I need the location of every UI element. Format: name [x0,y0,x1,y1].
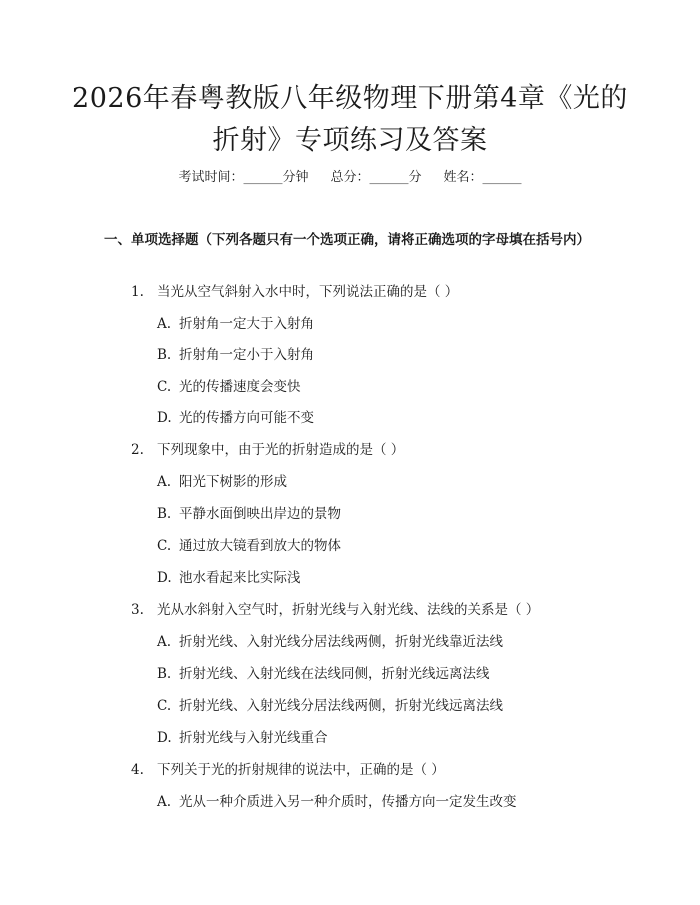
question-number: 2. [131,442,144,458]
document-title: 2026年春粤教版八年级物理下册第4章《光的折射》专项练习及答案 [72,83,628,156]
option-letter: A. [157,634,172,650]
option-letter: C. [157,538,172,554]
question-2-option-b [157,504,341,524]
question-text: 下列现象中，由于光的折射造成的是（ ） [157,442,405,458]
question-text: 当光从空气斜射入水中时，下列说法正确的是（ ） [157,284,459,300]
option-text: 阳光下树影的形成 [179,474,287,490]
option-letter: D. [157,730,172,746]
option-letter: B. [157,506,172,522]
total-score-label: 总分：______分 [330,170,422,185]
option-letter: C. [157,379,172,395]
option-letter: B. [157,666,172,682]
option-letter: D. [157,410,172,426]
option-text: 光从一种介质进入另一种介质时，传播方向一定发生改变 [179,794,517,810]
question-1-option-a [157,314,314,334]
option-text: 折射角一定大于入射角 [179,316,314,332]
exam-time-label: 考试时间：______分钟 [178,170,309,185]
student-name-label: 姓名：______ [443,170,522,185]
option-letter: A. [157,794,172,810]
question-2-option-c [157,536,341,556]
question-3-option-d [157,728,328,748]
question-3-option-a [157,632,503,652]
question-1-option-d [157,408,314,428]
question-3-option-b [157,664,490,684]
question-1-option-c [157,377,301,397]
option-letter: B. [157,347,172,363]
option-text: 折射光线与入射光线重合 [179,730,328,746]
question-3-option-c [157,696,503,716]
question-text: 下列关于光的折射规律的说法中，正确的是（ ） [157,762,445,778]
option-text: 通过放大镜看到放大的物体 [179,538,341,554]
question-number: 3. [131,602,144,618]
question-1 [131,282,458,302]
question-2 [131,440,404,460]
question-3 [131,600,539,620]
option-text: 池水看起来比实际浅 [179,570,301,586]
question-text: 光从水斜射入空气时，折射光线与入射光线、法线的关系是（ ） [157,602,540,618]
option-text: 折射光线、入射光线分居法线两侧，折射光线靠近法线 [179,634,503,650]
option-text: 折射光线、入射光线分居法线两侧，折射光线远离法线 [179,698,503,714]
option-text: 光的传播方向可能不变 [179,410,314,426]
option-text: 平静水面倒映出岸边的景物 [179,506,341,522]
question-2-option-d [157,568,301,588]
option-text: 折射光线、入射光线在法线同侧，折射光线远离法线 [179,666,490,682]
question-4-option-a [157,792,517,812]
option-letter: A. [157,474,172,490]
question-number: 1. [131,284,144,300]
question-4 [131,760,445,780]
question-1-option-b [157,345,314,365]
section-heading: 一、单项选择题（下列各题只有一个选项正确，请将正确选项的字母填在括号内） [104,232,590,248]
exam-info [0,168,700,188]
option-letter: C. [157,698,172,714]
option-letter: D. [157,570,172,586]
option-letter: A. [157,316,172,332]
question-number: 4. [131,762,144,778]
option-text: 光的传播速度会变快 [179,379,301,395]
option-text: 折射角一定小于入射角 [179,347,314,363]
question-2-option-a [157,472,287,492]
